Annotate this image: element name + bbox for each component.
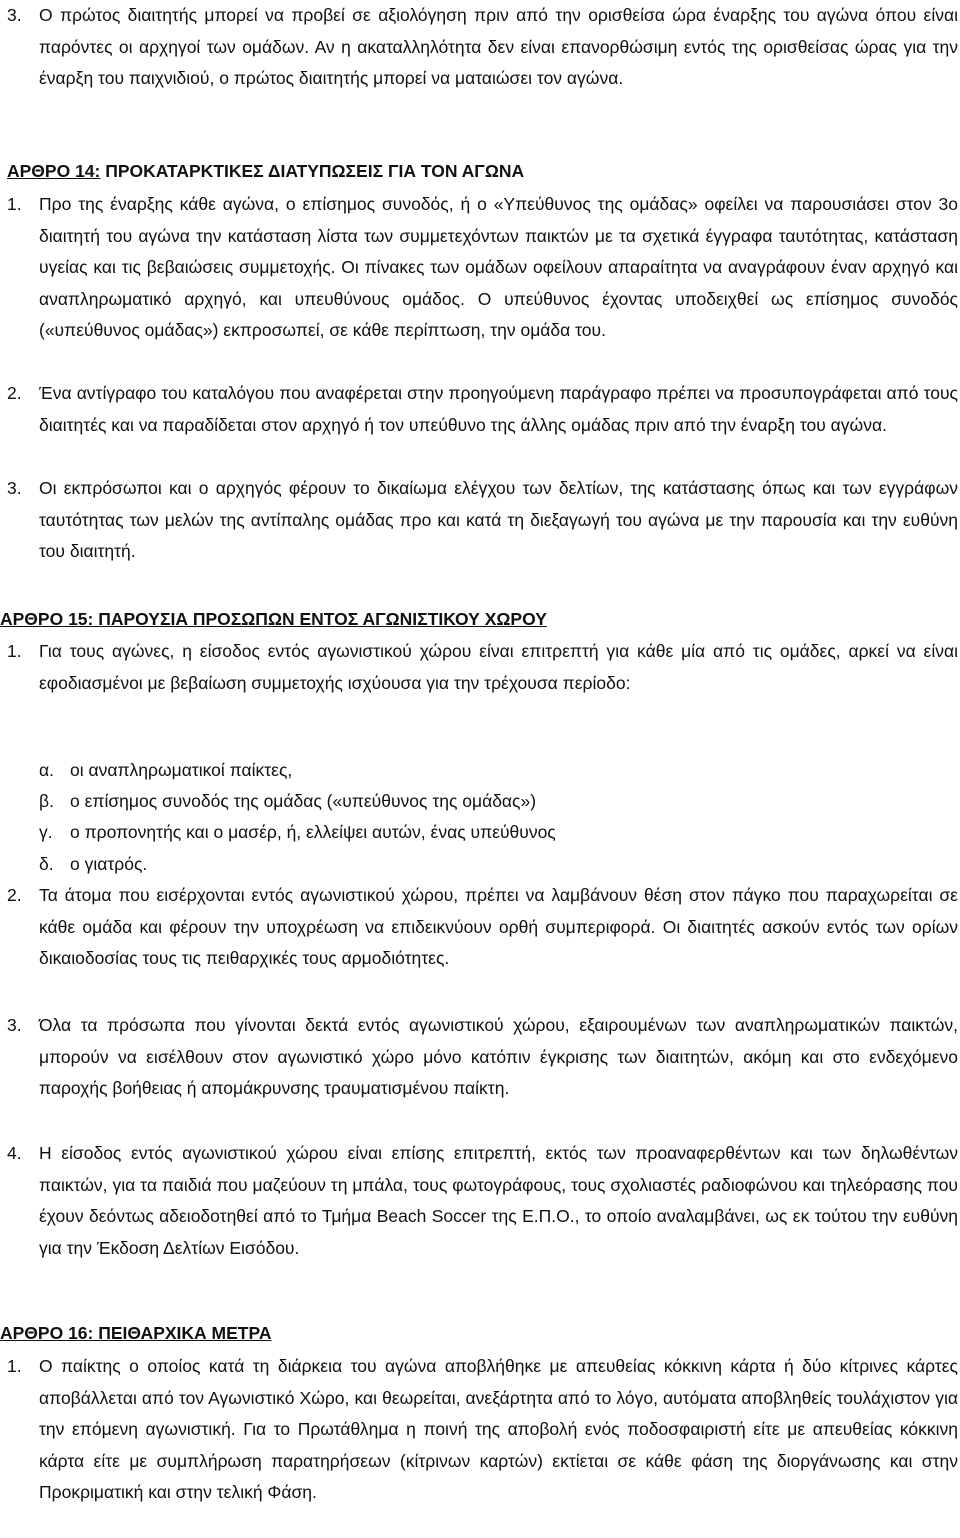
paragraph-number: 1. [7, 194, 22, 214]
subitem-letter: β. [39, 791, 54, 811]
subitem-text: οι αναπληρωματικοί παίκτες, [70, 760, 293, 780]
paragraph-number: 3. [7, 5, 22, 25]
subitem-letter: δ. [39, 854, 54, 874]
paragraph-text: Για τους αγώνες, η είσοδος εντός αγωνιστικού χώρου είναι επιτρεπτή για κάθε μία από τις ομάδες, αρκεί να είναι εφοδιασμένοι με βεβαίωση συμμετοχής ισχύουσα για την τρέχουσα περίοδο: [39, 641, 958, 693]
paragraph-text: Οι εκπρόσωποι και ο αρχηγός φέρουν το δικαίωμα ελέγχου των δελτίων, της κατάστασης όπως και των εγγράφων ταυτότητας των μελών της αντίπαλης ομάδας προ και κατά τη διεξαγωγή του αγώνα με την παρουσία και την ευθύνη του διαιτητή. [39, 478, 958, 561]
subitem-a [39, 755, 292, 787]
paragraph-text: Ο παίκτης ο οποίος κατά τη διάρκεια του αγώνα αποβλήθηκε με απευθείας κόκκινη κάρτα ή δύο κίτρινες κάρτες αποβάλλεται από τον Αγωνιστικό Χώρο, και θεωρείται, ανεξάρτητα από το λόγο, αυτόματα αποβληθείς τουλάχιστον για την επόμενη αγωνιστική. Για το Πρωτάθλημα η ποινή της αποβολή ενός ποδοσφαιριστή είτε με απευθείας κόκκινη κάρτα είτε με συμπλήρωση παρατηρήσεων (κίτρινων καρτών) εκτίεται σε κάθε φάση της διοργάνωσης και στην Προκριματική και στην τελική Φάση. [39, 1356, 958, 1502]
subitem-letter: γ. [39, 822, 53, 842]
article-title: ΠΑΡΟΥΣΙΑ ΠΡΟΣΩΠΩΝ ΕΝΤΟΣ ΑΓΩΝΙΣΤΙΚΟΥ ΧΩΡΟΥ [93, 609, 547, 629]
article16-paragraph-1 [0, 1351, 958, 1509]
paragraph-text: Όλα τα πρόσωπα που γίνονται δεκτά εντός αγωνιστικού χώρου, εξαιρουμένων των αναπληρωματικών παικτών, μπορούν να εισέλθουν στον αγωνιστικό χώρο μόνο κατόπιν έγκρισης των διαιτητών, ακόμη και στο ενδεχόμενο παροχής βοήθειας ή απομάκρυνσης τραυματισμένου παίκτη. [39, 1015, 958, 1098]
paragraph-text: Προ της έναρξης κάθε αγώνα, ο επίσημος συνοδός, ή ο «Υπεύθυνος της ομάδας» οφείλει να παρουσιάσει στον 3ο διαιτητή του αγώνα την κατάσταση λίστα των συμμετεχόντων παικτών με τα σχετικά έγγραφα ταυτότητας, κατάσταση υγείας και τις βεβαιώσεις συμμετοχής. Οι πίνακες των ομάδων οφείλουν απαραίτητα να αναγράφουν έναν αρχηγό και αναπληρωματικό αρχηγό, και υπευθύνους ομάδος. Ο υπεύθυνος έχοντας υποδειχθεί ως επίσημος συνοδός («υπεύθυνος ομάδας») εκπροσωπεί, σε κάθε περίπτωση, την ομάδα του. [39, 194, 958, 340]
subitem-text: ο γιατρός. [70, 854, 148, 874]
article-label: ΑΡΘΡΟ 15: [0, 609, 94, 629]
paragraph-text: Τα άτομα που εισέρχονται εντός αγωνιστικού χώρου, πρέπει να λαμβάνουν θέση στον πάγκο που παραχωρείται σε κάθε ομάδα και φέρουν την υποχρέωση να επιδεικνύουν ορθή συμπεριφορά. Οι διαιτητές ασκούν εντός των ορίων δικαιοδοσίας τους τις πειθαρχικές τους αρμοδιότητες. [39, 885, 958, 968]
paragraph-text: Η είσοδος εντός αγωνιστικού χώρου είναι επίσης επιτρεπτή, εκτός των προαναφερθέντων και των δηλωθέντων παικτών, για τα παιδιά που μαζεύουν τη μπάλα, τους φωτογράφους, τους σχολιαστές ραδιοφώνου και τηλεόρασης που έχουν δεόντως αδειοδοτηθεί από το Τμήμα Beach Soccer της Ε.Π.Ο., το οποίο αναλαμβάνει, ως εκ τούτου την ευθύνη για την Έκδοση Δελτίων Εισόδου. [39, 1143, 958, 1258]
subitem-text: ο προπονητής και ο μασέρ, ή, ελλείψει αυτών, ένας υπεύθυνος [70, 822, 556, 842]
paragraph-number: 1. [7, 641, 22, 661]
article13-paragraph-3 [0, 0, 958, 95]
article14-paragraph-3 [0, 473, 958, 568]
article15-paragraph-4 [0, 1138, 958, 1264]
paragraph-number: 3. [7, 478, 22, 498]
article-label: ΑΡΘΡΟ 14: [7, 161, 101, 181]
article-title: ΠΕΙΘΑΡΧΙΚΑ ΜΕΤΡΑ [93, 1323, 272, 1343]
article15-paragraph-3 [0, 1010, 958, 1105]
subitem-letter: α. [39, 760, 54, 780]
article14-heading [7, 156, 524, 188]
paragraph-number: 4. [7, 1143, 22, 1163]
article15-paragraph-2 [0, 880, 958, 975]
paragraph-number: 1. [7, 1356, 22, 1376]
paragraph-number: 3. [7, 1015, 22, 1035]
article14-paragraph-1 [0, 189, 958, 347]
subitem-b [39, 786, 536, 818]
article-title: ΠΡΟΚΑΤΑΡΚΤΙΚΕΣ ΔΙΑΤΥΠΩΣΕΙΣ ΓΙΑ ΤΟΝ ΑΓΩΝΑ [100, 161, 525, 181]
article-label: ΑΡΘΡΟ 16: [0, 1323, 94, 1343]
paragraph-text: Ένα αντίγραφο του καταλόγου που αναφέρεται στην προηγούμενη παράγραφο πρέπει να προσυπογράφεται από τους διαιτητές και να παραδίδεται στον αρχηγό ή τον υπεύθυνο της άλλης ομάδας πριν από την έναρξη του αγώνα. [39, 383, 958, 435]
article15-paragraph-1 [0, 636, 958, 699]
article14-paragraph-2 [0, 378, 958, 441]
paragraph-number: 2. [7, 383, 22, 403]
paragraph-text: Ο πρώτος διαιτητής μπορεί να προβεί σε αξιολόγηση πριν από την ορισθείσα ώρα έναρξης του αγώνα όπου είναι παρόντες οι αρχηγοί των ομάδων. Αν η ακαταλληλότητα δεν είναι επανορθώσιμη εντός της ορισθείσας ώρας για την έναρξη του παιχνιδιού, ο πρώτος διαιτητής μπορεί να ματαιώσει τον αγώνα. [39, 5, 958, 88]
article15-heading [0, 604, 547, 636]
subitem-c [39, 817, 556, 849]
subitem-text: ο επίσημος συνοδός της ομάδας («υπεύθυνος της ομάδας») [70, 791, 537, 811]
subitem-d [39, 849, 147, 881]
article16-heading [0, 1318, 272, 1350]
paragraph-number: 2. [7, 885, 22, 905]
